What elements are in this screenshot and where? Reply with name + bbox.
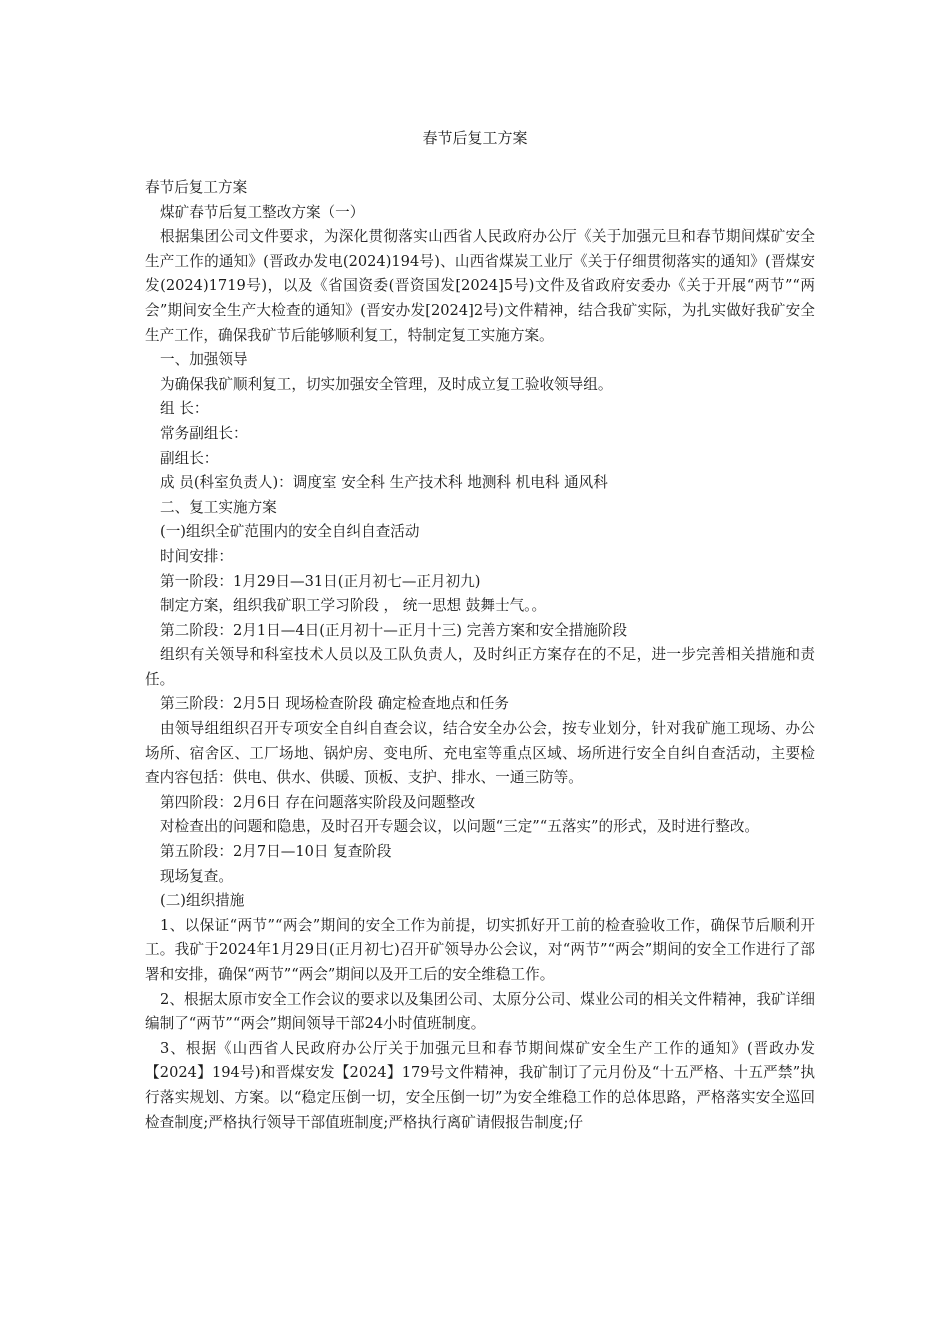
paragraph: 煤矿春节后复工整改方案（一） xyxy=(160,203,365,221)
document-title: 春节后复工方案 xyxy=(422,129,528,147)
paragraph: 对检查出的问题和隐患，及时召开专题会议，以问题“三定”“五落实”的形式，及时进行整改。 xyxy=(160,818,760,836)
paragraph: 组 长： xyxy=(160,400,209,418)
paragraph: 1、以保证“两节”“两会”期间的安全工作为前提，切实抓好开工前的检查验收工作，确保节后顺利开工。我矿于2024年1月29日(正月初七)召开矿领导办公会议，对“两节”“两会”期间的安全工作进行了部署和安排，确保“两节”“两会”期间以及开工后的安全维稳工作。 xyxy=(145,916,815,983)
paragraph: 组织有关领导和科室技术人员以及工队负责人，及时纠正方案存在的不足，进一步完善相关措施和责任。 xyxy=(145,646,815,688)
paragraph: 二、复工实施方案 xyxy=(160,498,277,516)
paragraph: 第三阶段：2月5日 现场检查阶段 确定检查地点和任务 xyxy=(160,695,509,713)
paragraph: 3、根据《山西省人民政府办公厅关于加强元旦和春节期间煤矿安全生产工作的通知》(晋政办发【2024】194号)和晋煤安发【2024】179号文件精神，我矿制订了元月份及“十五严格、十五严禁”执行落实规划、方案。以“稳定压倒一切，安全压倒一切”为安全维稳工作的总体思路，严格落实安全巡回检查制度;严格执行领导干部值班制度;严格执行离矿请假报告制度;仔 xyxy=(145,1039,815,1131)
paragraph: 现场复查。 xyxy=(160,867,233,885)
paragraph: 第四阶段：2月6日 存在问题落实阶段及问题整改 xyxy=(160,793,476,811)
paragraph: 成 员(科室负责人)：调度室 安全科 生产技术科 地测科 机电科 通风科 xyxy=(160,474,608,492)
paragraph: 根据集团公司文件要求，为深化贯彻落实山西省人民政府办公厅《关于加强元旦和春节期间煤矿安全生产工作的通知》(晋政办发电(2024)194号)、山西省煤炭工业厅《关于仔细贯彻落实的通知》(晋煤安发(2024)1719号)，以及《省国资委(晋资国发[2024]5号)文件及省政府安委办《关于开展“两节”“两会”期间安全生产大检查的通知》(晋安办发[2024]2号)文件精神，结合我矿实际，为扎实做好我矿安全生产工作，确保我矿节后能够顺利复工，特制定复工实施方案。 xyxy=(145,228,815,344)
paragraph: (一)组织全矿范围内的安全自纠自查活动 xyxy=(160,523,420,541)
paragraph: (二)组织措施 xyxy=(160,892,245,910)
paragraph: 为确保我矿顺利复工，切实加强安全管理，及时成立复工验收领导组。 xyxy=(160,375,613,393)
paragraph: 常务副组长： xyxy=(160,424,248,442)
paragraph: 2、根据太原市安全工作会议的要求以及集团公司、太原分公司、煤业公司的相关文件精神，我矿详细编制了“两节”“两会”期间领导干部24小时值班制度。 xyxy=(145,990,815,1033)
paragraph: 第五阶段：2月7日—10日 复查阶段 xyxy=(160,843,392,861)
paragraph: 时间安排： xyxy=(160,547,233,565)
paragraph: 由领导组组织召开专项安全自纠自查会议，结合安全办公会，按专业划分，针对我矿施工现场、办公场所、宿舍区、工厂场地、锅炉房、变电所、充电室等重点区域、场所进行安全自纠自查活动，主要检查内容包括：供电、供水、供暖、顶板、支护、排水、一通三防等。 xyxy=(145,720,815,787)
paragraph: 第二阶段：2月1日—4日(正月初十—正月十三) 完善方案和安全措施阶段 xyxy=(160,621,628,639)
paragraph: 制定方案，组织我矿职工学习阶段 ， 统一思想 鼓舞士气。。 xyxy=(160,597,547,615)
document-body xyxy=(145,176,815,1135)
paragraph: 副组长： xyxy=(160,449,219,467)
paragraph: 一、加强领导 xyxy=(160,351,248,369)
paragraph: 春节后复工方案 xyxy=(145,179,248,196)
paragraph: 第一阶段：1月29日—31日(正月初七—正月初九) xyxy=(160,572,481,590)
